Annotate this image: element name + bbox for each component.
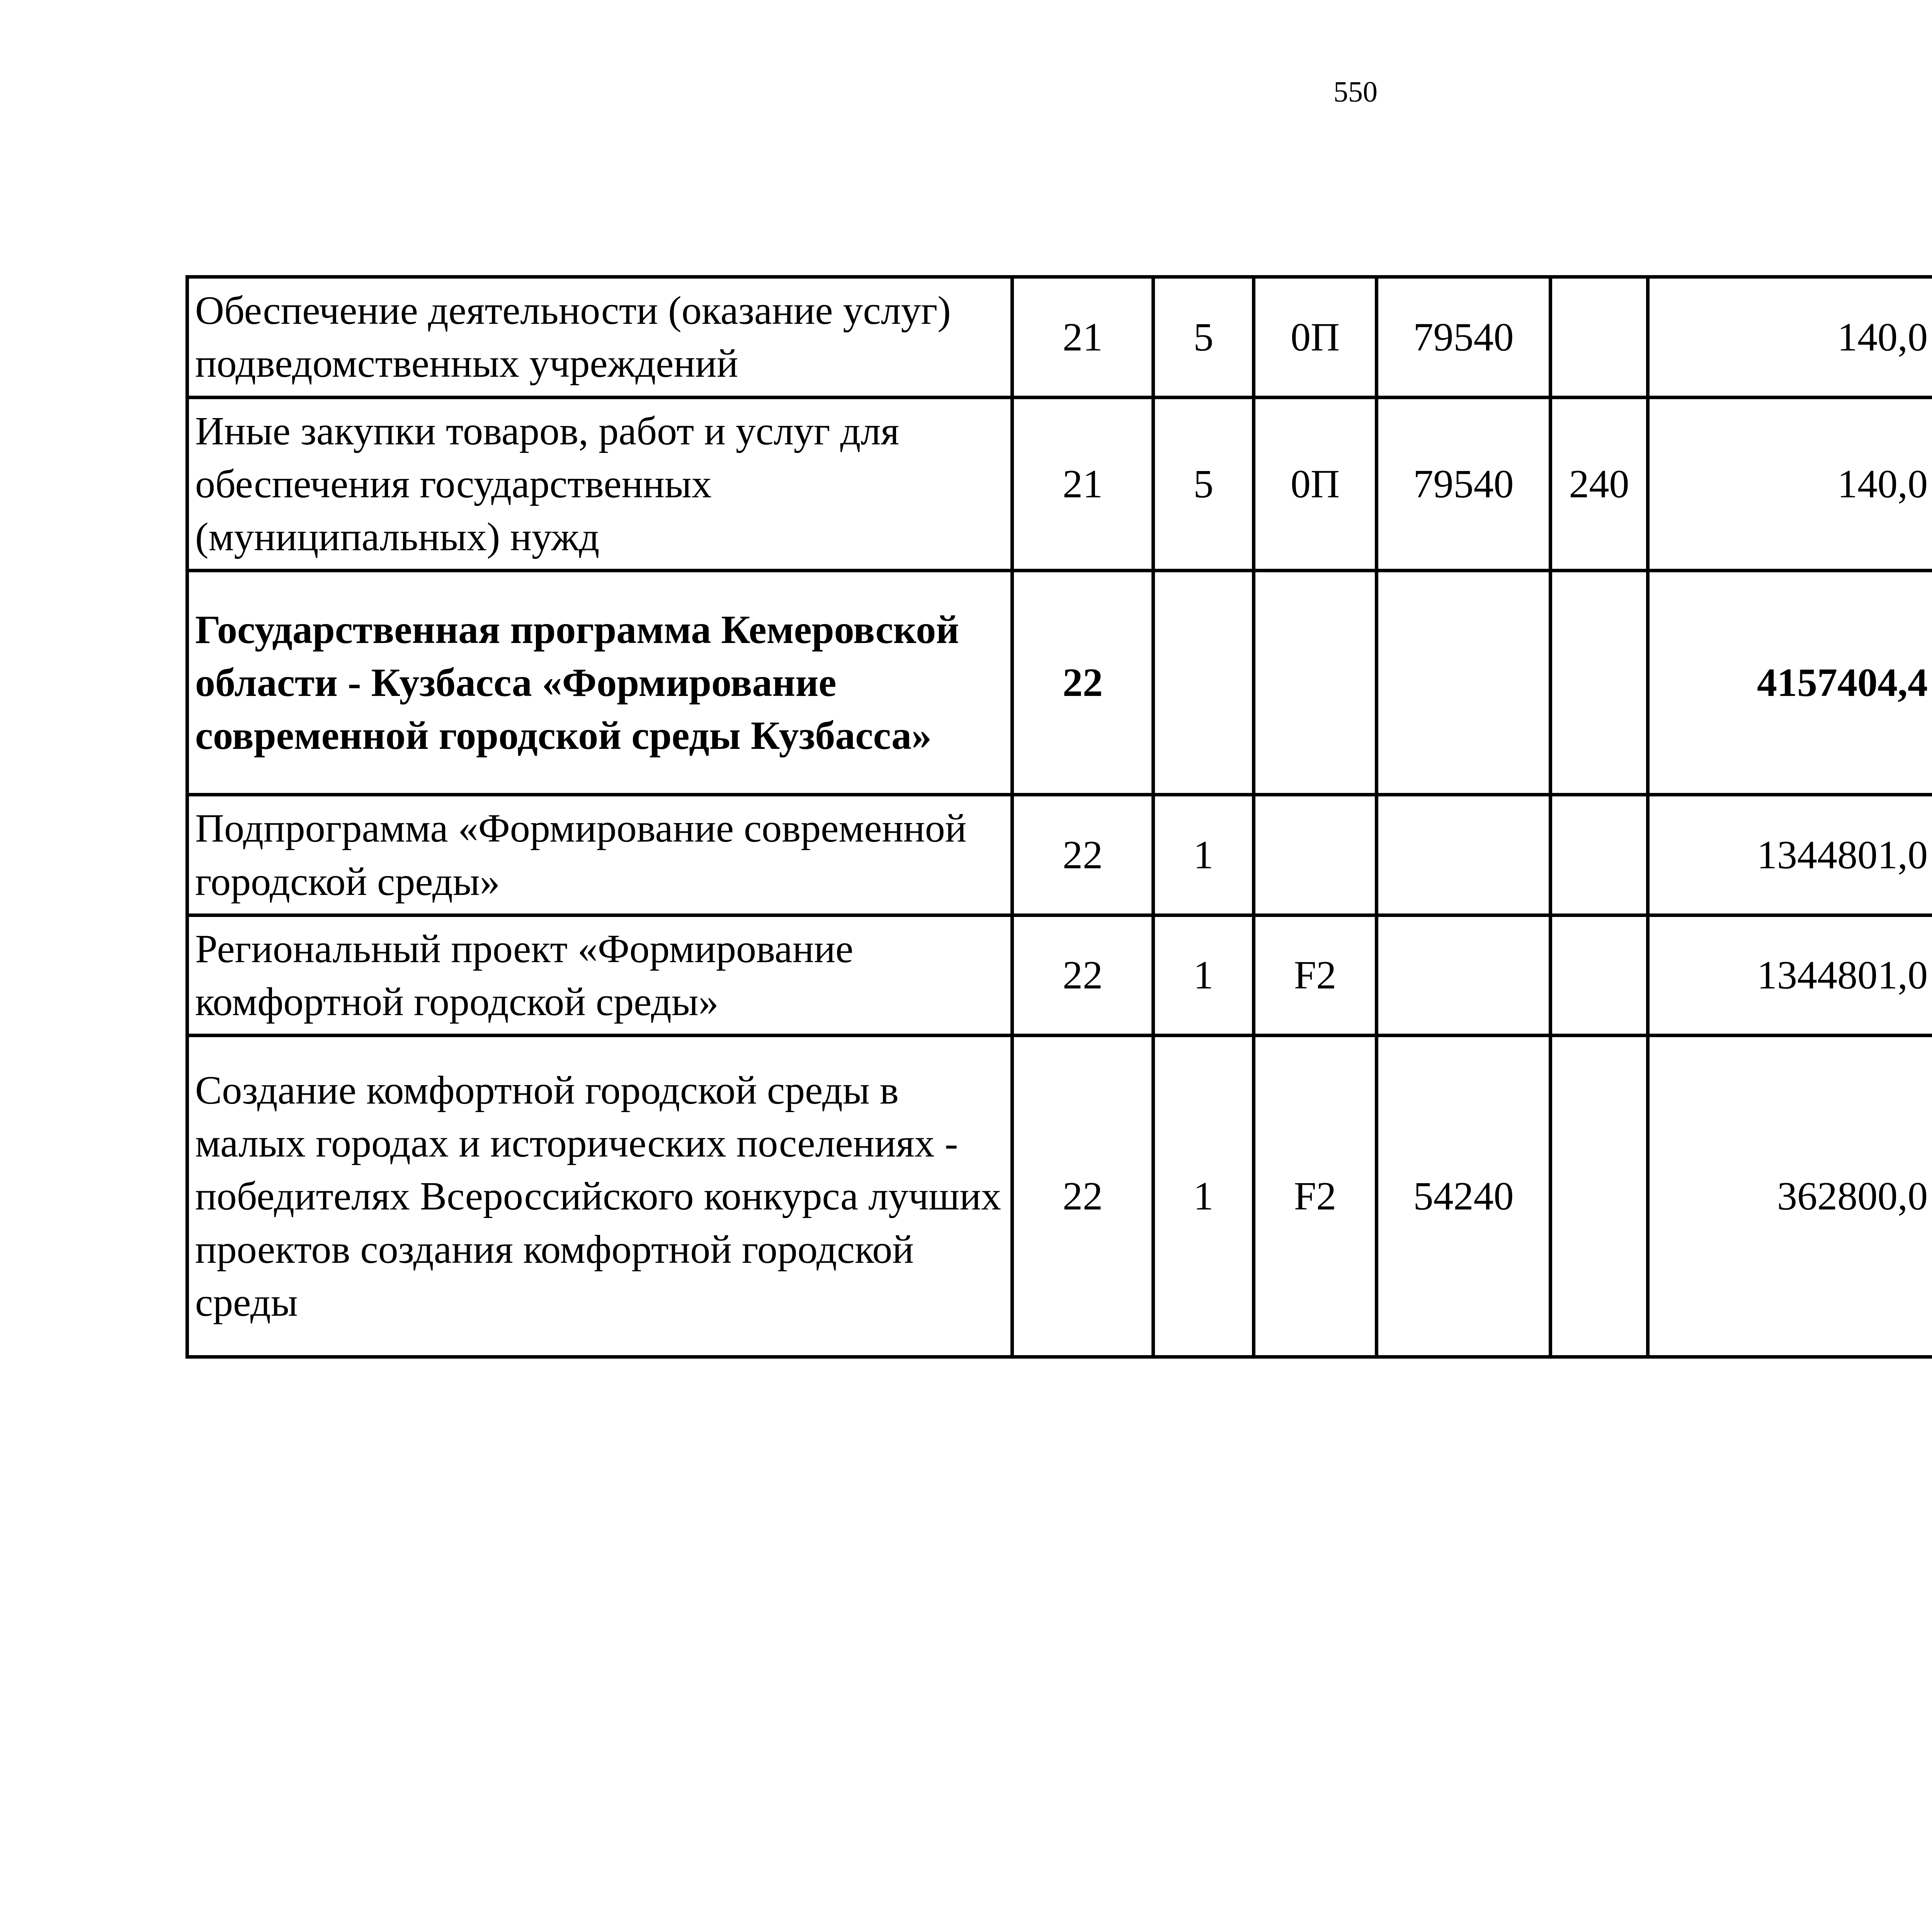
table-row [187, 397, 1932, 571]
page-number: 550 [1333, 76, 1378, 108]
row-name: Создание комфортной городской среды в малых городах и исторических поселениях - победителях Всероссийского конкурса лучших проектов создания комфортной городской среды [187, 1036, 1012, 1357]
code-cell [1551, 277, 1648, 398]
row-name: Государственная программа Кемеровской области - Кузбасса «Формирование современной городской среды Кузбасса» [187, 571, 1012, 795]
amount-cell: 4157404,4 [1648, 571, 1932, 795]
amount-cell: 140,0 [1648, 277, 1932, 398]
code-cell [1153, 571, 1254, 795]
code-cell: 5 [1153, 397, 1254, 571]
code-cell [1551, 571, 1648, 795]
code-cell: 21 [1012, 277, 1153, 398]
code-cell: 1 [1153, 1036, 1254, 1357]
code-cell [1551, 795, 1648, 915]
table-row [187, 795, 1932, 915]
row-name: Подпрограмма «Формирование современной городской среды» [187, 795, 1012, 915]
row-name: Обеспечение деятельности (оказание услуг) подведомственных учреждений [187, 277, 1012, 398]
row-name: Региональный проект «Формирование комфортной городской среды» [187, 915, 1012, 1036]
code-cell: 22 [1012, 1036, 1153, 1357]
code-cell: F2 [1254, 915, 1377, 1036]
budget-table [185, 275, 1932, 1359]
amount-cell: 1344801,0 [1648, 795, 1932, 915]
amount-cell: 140,0 [1648, 397, 1932, 571]
code-cell [1377, 915, 1551, 1036]
table-row [187, 571, 1932, 795]
code-cell: 79540 [1377, 277, 1551, 398]
code-cell: 22 [1012, 795, 1153, 915]
code-cell [1551, 1036, 1648, 1357]
code-cell: 1 [1153, 915, 1254, 1036]
table-row [187, 1036, 1932, 1357]
code-cell: 22 [1012, 571, 1153, 795]
code-cell: 5 [1153, 277, 1254, 398]
code-cell [1377, 795, 1551, 915]
amount-cell: 362800,0 [1648, 1036, 1932, 1357]
code-cell [1254, 795, 1377, 915]
code-cell: 0П [1254, 277, 1377, 398]
code-cell [1254, 571, 1377, 795]
row-name: Иные закупки товаров, работ и услуг для обеспечения государственных (муниципальных) нужд [187, 397, 1012, 571]
code-cell: 21 [1012, 397, 1153, 571]
code-cell: 54240 [1377, 1036, 1551, 1357]
code-cell: 79540 [1377, 397, 1551, 571]
code-cell: F2 [1254, 1036, 1377, 1357]
code-cell [1551, 915, 1648, 1036]
code-cell: 240 [1551, 397, 1648, 571]
table-row [187, 915, 1932, 1036]
code-cell: 1 [1153, 795, 1254, 915]
table-row [187, 277, 1932, 398]
amount-cell: 1344801,0 [1648, 915, 1932, 1036]
code-cell [1377, 571, 1551, 795]
code-cell: 0П [1254, 397, 1377, 571]
code-cell: 22 [1012, 915, 1153, 1036]
